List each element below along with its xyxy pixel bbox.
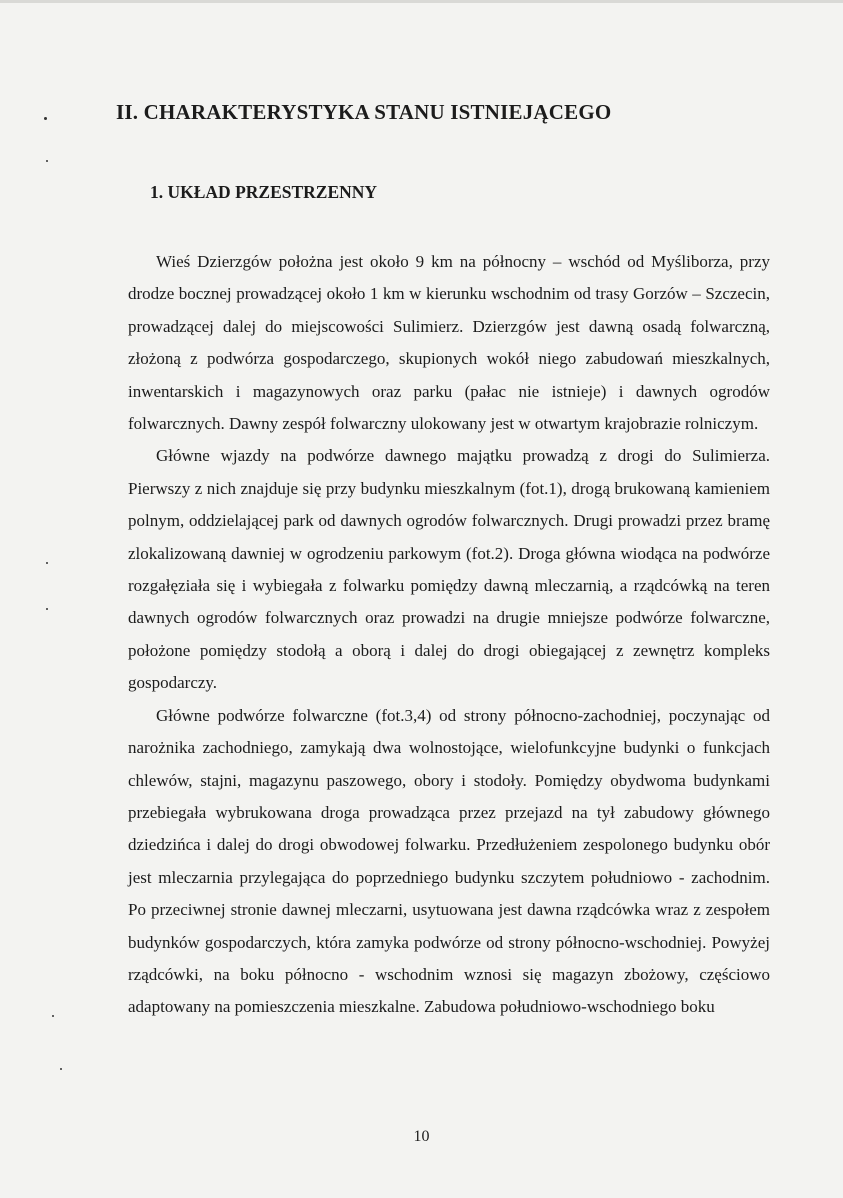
scan-speck <box>44 117 47 120</box>
scan-speck <box>46 160 48 162</box>
scan-edge <box>0 0 843 3</box>
body-text <box>128 246 770 1024</box>
page-number: 10 <box>413 1128 430 1145</box>
subsection-heading: 1. UKŁAD PRZESTRZENNY <box>150 182 378 202</box>
scan-speck <box>46 562 48 564</box>
scan-speck <box>52 1015 54 1017</box>
paragraph-3: Główne podwórze folwarczne (fot.3,4) od strony północno-zachodniej, poczynając od narożnika zachodniego, zamykają dwa wolnostojące, wielofunkcyjne budynki o funkcjach chlewów, stajni, magazynu paszowego, obory i stodoły. Pomiędzy obydwoma budynkami przebiegała wybrukowana droga prowadząca przez przejazd na tył zabudowy głównego dziedzińca i dalej do drogi obwodowej folwarku. Przedłużeniem zespolonego budynku obór jest mleczarnia przylegająca do poprzedniego budynku szczytem południowo - zachodnim. Po przeciwnej stronie dawnej mleczarni, usytuowana jest dawna rządcówka wraz z zespołem budynków gospodarczych, która zamyka podwórze od strony północno-wschodniej. Powyżej rządcówki, na boku północno - wschodnim wznosi się magazyn zbożowy, częściowo adaptowany na pomieszczenia mieszkalne. Zabudowa południowo-wschodniego boku <box>128 705 770 1017</box>
paragraph-1: Wieś Dzierzgów położna jest około 9 km na północny – wschód od Myśliborza, przy drodze bocznej prowadzącej około 1 km w kierunku wschodnim od trasy Gorzów – Szczecin, prowadzącej dalej do miejscowości Sulimierz. Dzierzgów jest dawną osadą folwarczną, złożoną z podwórza gospodarczego, skupionych wokół niego zabudowań mieszkalnych, inwentarskich i magazynowych oraz parku (pałac nie istnieje) i dawnych ogrodów folwarcznych. Dawny zespół folwarczny ulokowany jest w otwartym krajobrazie rolniczym. <box>128 252 770 434</box>
scan-speck <box>46 608 48 610</box>
scan-speck <box>60 1068 62 1070</box>
paragraph-2: Główne wjazdy na podwórze dawnego majątku prowadzą z drogi do Sulimierza. Pierwszy z nich znajduje się przy budynku mieszkalnym (fot.1), drogą brukowaną kamieniem polnym, oddzielającej park od dawnych ogrodów folwarcznych. Drugi prowadzi przez bramę zlokalizowaną dawniej w ogrodzeniu parkowym (fot.2). Droga główna wiodąca na podwórze rozgałęziała się i wybiegała z folwarku pomiędzy dawną mleczarnią, a rządcówką na teren dawnych ogrodów folwarcznych oraz prowadzi na drugie mniejsze podwórze folwarczne, położone pomiędzy stodołą a oborą i dalej do drogi obiegającej z zewnętrz kompleks gospodarczy. <box>128 446 770 693</box>
section-heading: II. CHARAKTERYSTYKA STANU ISTNIEJĄCEGO <box>116 100 612 124</box>
